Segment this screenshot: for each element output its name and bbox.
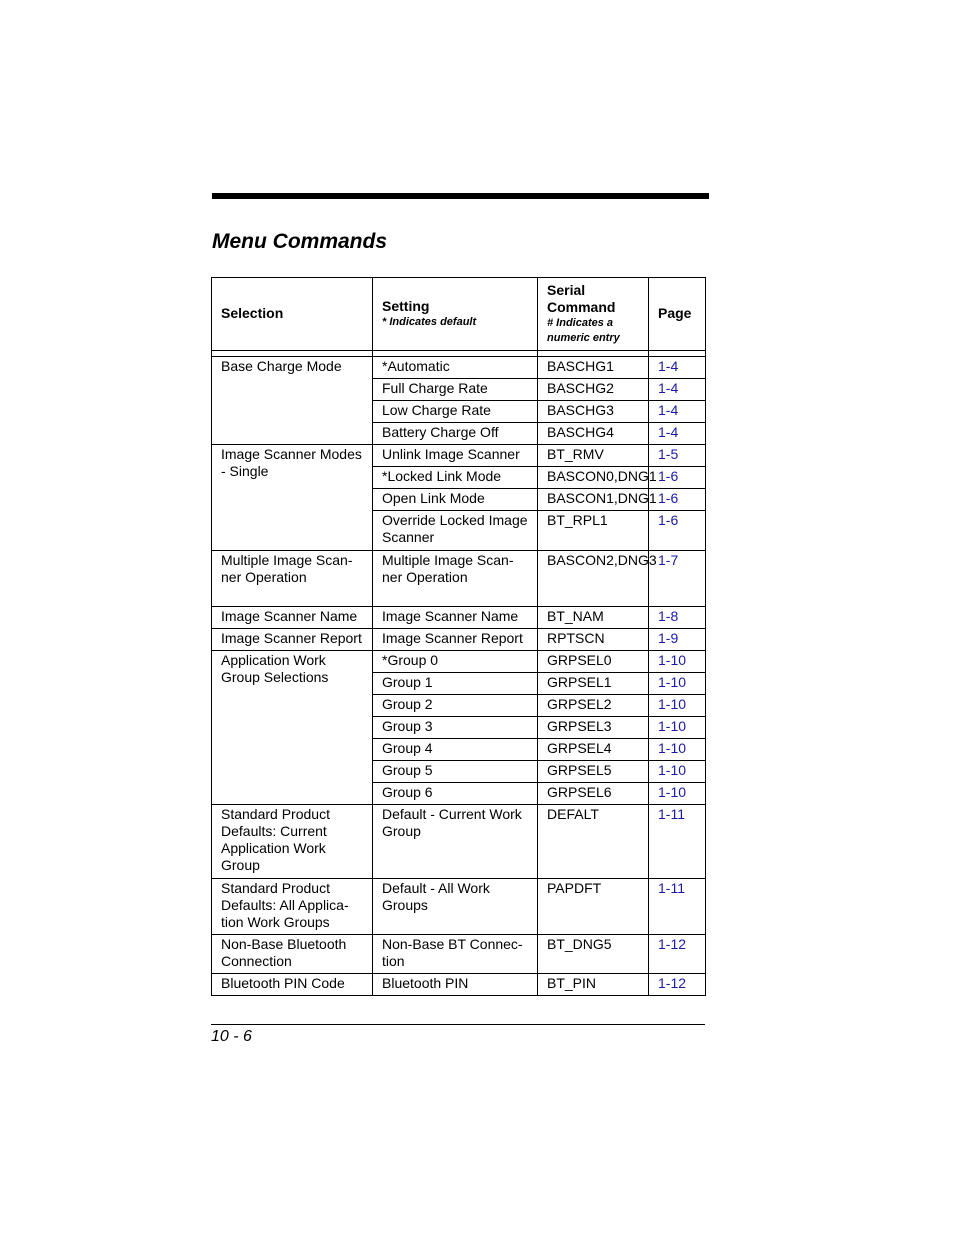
setting-cell: Group 1 [373,673,538,695]
page-link[interactable]: 1-10 [649,651,706,673]
setting-cell: Group 3 [373,717,538,739]
command-cell: GRPSEL1 [538,673,649,695]
command-cell: BASCHG4 [538,423,649,445]
setting-cell: Group 2 [373,695,538,717]
command-cell: PAPDFT [538,879,649,935]
top-rule [212,193,709,199]
page-link[interactable]: 1-9 [649,629,706,651]
setting-cell: Image Scanner Report [373,629,538,651]
selection-cell: Image Scanner Modes - Single [212,445,373,551]
header-selection: Selection [212,278,373,351]
selection-cell: Application Work Group Selections [212,651,373,805]
setting-cell: Group 5 [373,761,538,783]
page-link[interactable]: 1-6 [649,511,706,551]
table-row [212,651,706,673]
page-link[interactable]: 1-11 [649,805,706,879]
setting-cell: Default - Current Work Group [373,805,538,879]
table-row [212,935,706,974]
command-cell: GRPSEL3 [538,717,649,739]
command-cell: BASCHG3 [538,401,649,423]
selection-cell: Multiple Image Scan-ner Operation [212,551,373,607]
selection-cell: Standard Product Defaults: All Applica-tion Work Groups [212,879,373,935]
table-row [212,974,706,996]
command-cell: GRPSEL6 [538,783,649,805]
command-cell: BASCON1,DNG1 [538,489,649,511]
table-row [212,357,706,379]
selection-cell: Base Charge Mode [212,357,373,445]
table-row [212,805,706,879]
setting-cell: *Group 0 [373,651,538,673]
table-row [212,879,706,935]
setting-cell: Group 4 [373,739,538,761]
command-cell: DEFALT [538,805,649,879]
setting-cell: Low Charge Rate [373,401,538,423]
selection-cell: Standard Product Defaults: Current Application Work Group [212,805,373,879]
page-link[interactable]: 1-11 [649,879,706,935]
selection-cell: Non-Base Bluetooth Connection [212,935,373,974]
command-cell: GRPSEL0 [538,651,649,673]
page-link[interactable]: 1-8 [649,607,706,629]
menu-commands-table [211,277,706,996]
setting-cell: Bluetooth PIN [373,974,538,996]
footer-rule [211,1024,705,1025]
page-link[interactable]: 1-4 [649,401,706,423]
header-setting-note: * Indicates default [382,315,477,328]
page-link[interactable]: 1-4 [649,423,706,445]
page-link[interactable]: 1-12 [649,935,706,974]
page-link[interactable]: 1-10 [649,783,706,805]
header-serial-note-2: numeric entry [547,331,620,344]
setting-cell: Battery Charge Off [373,423,538,445]
selection-cell: Image Scanner Report [212,629,373,651]
page-link[interactable]: 1-7 [649,551,706,607]
command-cell: BASCON0,DNG1 [538,467,649,489]
setting-cell: Default - All Work Groups [373,879,538,935]
table-row [212,445,706,467]
setting-cell: Unlink Image Scanner [373,445,538,467]
page-link[interactable]: 1-4 [649,357,706,379]
table-row [212,607,706,629]
command-cell: RPTSCN [538,629,649,651]
page-number: 10 - 6 [211,1028,252,1045]
page-link[interactable]: 1-6 [649,467,706,489]
table-row [212,629,706,651]
setting-cell: Multiple Image Scan-ner Operation [373,551,538,607]
setting-cell: Group 6 [373,783,538,805]
header-serial-note-1: # Indicates a [547,316,614,329]
table-header-row [212,278,706,351]
page-link[interactable]: 1-6 [649,489,706,511]
page-link[interactable]: 1-5 [649,445,706,467]
page-link[interactable]: 1-10 [649,739,706,761]
command-cell: GRPSEL2 [538,695,649,717]
command-cell: GRPSEL4 [538,739,649,761]
setting-cell: Non-Base BT Connec-tion [373,935,538,974]
page-link[interactable]: 1-10 [649,695,706,717]
command-cell: BT_DNG5 [538,935,649,974]
page-title: Menu Commands [212,230,388,253]
selection-cell: Bluetooth PIN Code [212,974,373,996]
setting-cell: *Automatic [373,357,538,379]
page-link[interactable]: 1-4 [649,379,706,401]
page-link[interactable]: 1-10 [649,717,706,739]
header-serial-command: Serial Command # Indicates a numeric entry [538,278,649,351]
setting-cell: Open Link Mode [373,489,538,511]
setting-cell: Image Scanner Name [373,607,538,629]
command-cell: GRPSEL5 [538,761,649,783]
command-cell: BT_NAM [538,607,649,629]
setting-cell: Override Locked Image Scanner [373,511,538,551]
setting-cell: *Locked Link Mode [373,467,538,489]
command-cell: BASCHG1 [538,357,649,379]
command-cell: BT_RPL1 [538,511,649,551]
command-cell: BASCON2,DNG3 [538,551,649,607]
header-page: Page [649,278,706,351]
command-cell: BASCHG2 [538,379,649,401]
command-cell: BT_RMV [538,445,649,467]
page-link[interactable]: 1-12 [649,974,706,996]
header-setting: Setting * Indicates default [373,278,538,351]
setting-cell: Full Charge Rate [373,379,538,401]
page-link[interactable]: 1-10 [649,761,706,783]
page-link[interactable]: 1-10 [649,673,706,695]
command-cell: BT_PIN [538,974,649,996]
selection-cell: Image Scanner Name [212,607,373,629]
table-row [212,551,706,607]
